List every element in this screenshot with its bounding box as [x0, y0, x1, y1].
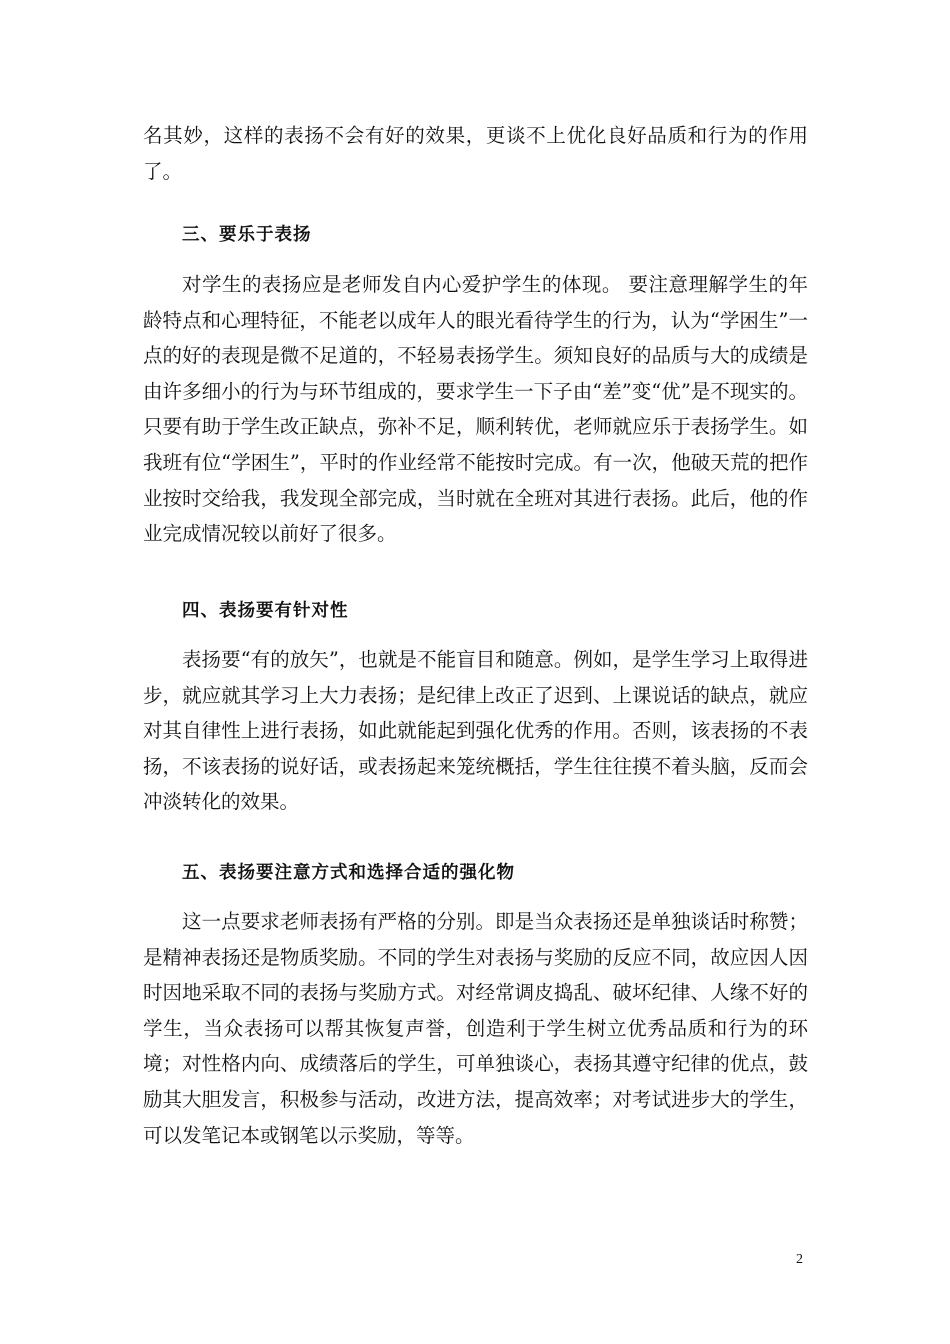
- section-paragraph-3: 对学生的表扬应是老师发自内心爱护学生的体现。 要注意理解学生的年龄特点和心理特征，不能老以成年人的眼光看待学生的行为，认为“学困生”一点的好的表现是微不足道的，不轻易表扬学生。须知良好的品质与大的成绩是由许多细小的行为与环节组成的，要求学生一下子由“差”变“优”是不现实的。只要有助于学生改正缺点，弥补不足，顺利转优，老师就应乐于表扬学生。如我班有位“学困生”，平时的作业经常不能按时完成。有一次，他破天荒的把作业按时交给我，我发现全部完成，当时就在全班对其进行表扬。此后，他的作业完成情况较以前好了很多。: [143, 273, 808, 546]
- section-paragraph-4: 表扬要“有的放矢”，也就是不能盲目和随意。例如，是学生学习上取得进步，就应就其学习上大力表扬；是纪律上改正了迟到、上课说话的缺点，就应对其自律性上进行表扬，如此就能起到强化优秀的作用。否则，该表扬的不表扬，不该表扬的说好话，或表扬起来笼统概括，学生往往摸不着头脑，反而会冲淡转化的效果。: [143, 648, 808, 814]
- continuation-paragraph: 名其妙，这样的表扬不会有好的效果，更谈不上优化良好品质和行为的作用了。: [143, 124, 808, 183]
- section-heading-5: 五、表扬要注意方式和选择合适的强化物: [182, 863, 515, 883]
- section-heading-3: 三、要乐于表扬: [182, 225, 312, 245]
- section-heading-4: 四、表扬要有针对性: [182, 601, 349, 621]
- section-paragraph-5: 这一点要求老师表扬有严格的分别。即是当众表扬还是单独谈话时称赞；是精神表扬还是物质奖励。不同的学生对表扬与奖励的反应不同，故应因人因时因地采取不同的表扬与奖励方式。对经常调皮捣乱、破坏纪律、人缘不好的学生，当众表扬可以帮其恢复声誉，创造利于学生树立优秀品质和行为的环境；对性格内向、成绩落后的学生，可单独谈心，表扬其遵守纪律的优点，鼓励其大胆发言，积极参与活动，改进方法，提高效率；对考试进步大的学生，可以发笔记本或钢笔以示奖励，等等。: [143, 910, 808, 1147]
- page-number: 2: [796, 1252, 803, 1267]
